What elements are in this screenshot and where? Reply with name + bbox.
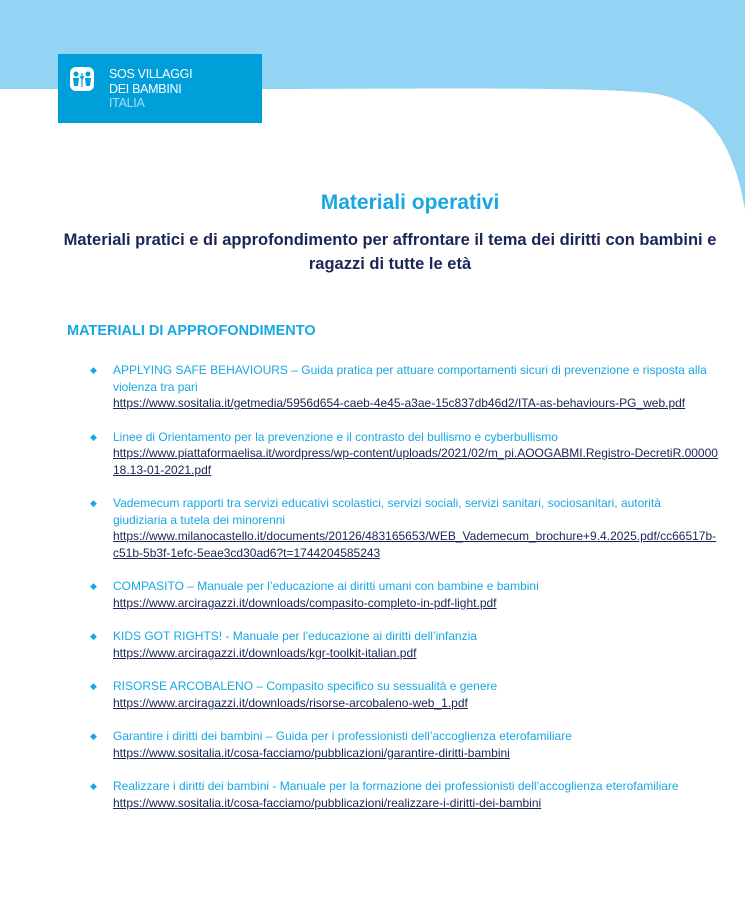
item-link[interactable]: https://www.arciragazzi.it/downloads/kgr-toolkit-italian.pdf [113,645,417,660]
bullet-icon: ◆ [90,681,97,691]
bullet-icon: ◆ [90,365,97,375]
item-title: KIDS GOT RIGHTS! - Manuale per l’educazione ai diritti dell’infanzia [113,629,477,643]
list-item [88,362,718,412]
bullet-icon: ◆ [90,431,97,442]
list-item [88,628,718,661]
page-subtitle: Materiali pratici e di approfondimento per affrontare il tema dei diritti con bambini e ragazzi di tutte le età [63,231,717,273]
children-emblem-icon [70,67,94,91]
list-item [88,578,718,611]
list-item [88,678,718,711]
item-title: Linee di Orientamento per la prevenzione e il contrasto del bullismo e cyberbullismo [113,429,558,444]
logo-line-3: ITALIA [109,96,145,110]
item-link[interactable]: https://www.piattaformaelisa.it/wordpress/wp-content/uploads/2021/02/m_pi.AOOGABMI.Registro-DecretiR.0000018.13-01-2021.pdf [113,446,718,477]
item-title: Vademecum rapporti tra servizi educativi scolastici, servizi sociali, servizi sanitari, sociosanitari, autorità giudiziaria a tutela dei minorenni [113,496,661,527]
item-title: COMPASITO – Manuale per l’educazione ai diritti umani con bambine e bambini [113,579,539,593]
item-link[interactable]: https://www.sositalia.it/cosa-facciamo/pubblicazioni/garantire-diritti-bambini [113,745,510,760]
page-title: Materiali operativi [320,191,500,214]
item-title: Realizzare i diritti dei bambini - Manuale per la formazione dei professionisti dell’accoglienza eterofamiliare [113,779,679,793]
item-link[interactable]: https://www.arciragazzi.it/downloads/compasito-completo-in-pdf-light.pdf [113,595,497,610]
list-item [88,728,718,761]
list-item [88,495,718,561]
logo-line-1: SOS VILLAGGI [109,67,193,81]
item-title: Garantire i diritti dei bambini – Guida per i professionisti dell’accoglienza eterofamiliare [113,729,572,743]
materials-list [88,362,718,811]
bullet-icon: ◆ [90,631,97,641]
item-title: RISORSE ARCOBALENO – Compasito specifico su sessualità e genere [113,679,498,693]
item-link[interactable]: https://www.arciragazzi.it/downloads/risorse-arcobaleno-web_1.pdf [113,695,468,710]
bullet-icon: ◆ [90,731,97,741]
logo-text [109,67,192,111]
sos-villaggi-logo [58,54,262,123]
item-title: APPLYING SAFE BEHAVIOURS – Guida pratica per attuare comportamenti sicuri di prevenzione e risposta alla violenza tra pari [113,363,707,394]
bullet-icon: ◆ [90,581,97,591]
logo-line-2: DEI BAMBINI [109,81,182,96]
list-item [88,778,718,811]
item-link[interactable]: https://www.sositalia.it/cosa-facciamo/pubblicazioni/realizzare-i-diritti-dei-bambini [113,795,542,810]
bullet-icon: ◆ [90,781,97,791]
section-heading: MATERIALI DI APPROFONDIMENTO [67,323,316,339]
bullet-icon: ◆ [90,498,97,508]
list-item [88,429,718,479]
item-link[interactable]: https://www.sositalia.it/getmedia/5956d654-caeb-4e45-a3ae-15c837db46d2/ITA-as-behaviours-PG_web.pdf [113,396,686,410]
item-link[interactable]: https://www.milanocastello.it/documents/20126/483165653/WEB_Vademecum_brochure+9.4.2025.pdf/cc66517b-c51b-5b3f-1efc-5eae3cd30ad6?t=1744204585243 [113,529,717,560]
